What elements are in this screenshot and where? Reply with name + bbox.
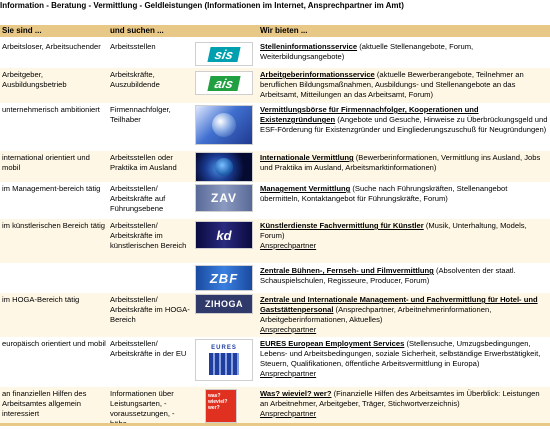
cell-sie-sind: Arbeitgeber, Ausbildungsbetrieb <box>2 70 67 89</box>
page-title: Information - Beratung - Vermittlung - Geldleistungen (Informationen im Internet, Ansprechpartner im Amt) <box>0 1 404 10</box>
sis-logo-text: sis <box>207 47 240 62</box>
row-description: (Finanzielle Hilfen des Arbeitsamtes im Überblick: Leistungen an Arbeitnehmer, Arbeitgeber, Träger, Stichwortverzeichnis) <box>260 389 540 408</box>
zihoga-logo[interactable] <box>195 294 253 314</box>
booklet-logo-text: was? wieviel? wer? <box>208 393 228 411</box>
cell-und-suchen: Arbeitsstellen/ Arbeitskräfte auf Führungsebene <box>110 184 166 213</box>
cell-und-suchen: Informationen über Leistungsarten, -voraussetzungen, - <box>110 389 175 418</box>
table-row <box>0 337 550 387</box>
cell-wir-bieten <box>260 70 548 100</box>
cell-wir-bieten <box>260 184 548 204</box>
cell-wir-bieten <box>260 339 548 379</box>
cell-wir-bieten <box>260 105 548 135</box>
row-description: (Bewerberinformationen, Vermittlung ins Ausland, Jobs und Praktika im Ausland, Arbeitsmarktinformationen) <box>260 153 541 172</box>
row-description: (aktuelle Bewerberangebote, Teilnehmer an beruflichen Bildungsmaßnahmen, Ausbildungs- und Stellenangebote an das Arbeitsamt, Mitteilungen an das Arbeitsamt, Forum) <box>260 70 524 99</box>
cell-sie-sind: im künstlerischen Bereich tätig <box>2 221 105 230</box>
link-internationale-vermittlung[interactable]: Internationale Vermittlung <box>260 153 354 162</box>
link-ansprechpartner[interactable]: Ansprechpartner <box>260 325 317 334</box>
cell-sie-sind: unternehmerisch ambitioniert <box>2 105 100 114</box>
table-row <box>0 40 550 68</box>
link-zihoga[interactable]: Zentrale und Internationale Management- und Fachvermittlung für Hotel- und Gaststättenpersonal <box>260 295 538 314</box>
sis-logo[interactable] <box>195 42 253 66</box>
zav-logo[interactable] <box>195 184 253 212</box>
cell-wir-bieten <box>260 266 548 286</box>
table-row <box>0 182 550 219</box>
cell-wir-bieten <box>260 295 548 335</box>
ais-logo-text: ais <box>207 76 240 91</box>
link-zentrale-buehnen-vermittlung[interactable]: Zentrale Bühnen-, Fernseh- und Filmvermittlung <box>260 266 434 275</box>
link-ansprechpartner[interactable]: Ansprechpartner <box>260 409 317 418</box>
cell-sie-sind: im Management-bereich tätig <box>2 184 101 193</box>
cell-sie-sind: an finanziellen Hilfen des Arbeitsamtes allgemein interessiert <box>2 389 87 418</box>
cell-und-suchen: Arbeitsstellen/ Arbeitskräfte im HOGA-Bereich <box>110 295 190 324</box>
table-row <box>0 293 550 337</box>
cell-wir-bieten <box>260 389 548 419</box>
kd-logo-text: kd <box>216 227 232 243</box>
globe-logo[interactable] <box>195 105 253 145</box>
link-kuenstlerdienste[interactable]: Künstlerdienste Fachvermittlung für Künstler <box>260 221 424 230</box>
cell-und-suchen: Arbeitskräfte, Auszubildende <box>110 70 160 89</box>
link-eures[interactable]: EURES European Employment Services <box>260 339 405 348</box>
cell-wir-bieten <box>260 221 548 251</box>
link-was-wieviel-wer[interactable]: Was? wieviel? wer? <box>260 389 332 398</box>
cell-wir-bieten <box>260 42 548 62</box>
row-description: (Absolventen der staatl. Schauspielschulen, Regisseure, Producer, Forum) <box>260 266 516 285</box>
earth-logo[interactable] <box>195 152 253 182</box>
cell-und-suchen: Arbeitsstellen/ Arbeitskräfte im künstlerischen Bereich <box>110 221 187 250</box>
booklet-logo[interactable] <box>205 389 237 423</box>
table-row <box>0 103 550 151</box>
row-description: (aktuelle Stellenangebote, Forum, Weiterbildungsangebote) <box>260 42 474 61</box>
zbf-logo[interactable] <box>195 265 253 291</box>
cell-wir-bieten <box>260 153 548 173</box>
row-description: (Ansprechpartner, Arbeitnehmerinformationen, Arbeitgeberinformationen, Aktuelles) <box>260 305 492 324</box>
ais-logo[interactable] <box>195 71 253 95</box>
cell-sie-sind: europäisch orientiert und mobil <box>2 339 106 348</box>
earth-icon <box>215 158 233 176</box>
row-description: (Musik, Unterhaltung, Models, Forum) <box>260 221 527 240</box>
header-sie-sind: Sie sind ... <box>2 26 42 35</box>
cell-und-suchen: Arbeitsstellen/ Arbeitskräfte in der EU <box>110 339 187 358</box>
table-row <box>0 68 550 103</box>
cell-sie-sind: Arbeitsloser, Arbeitsuchender <box>2 42 101 51</box>
zav-logo-text: ZAV <box>210 191 238 205</box>
table-row <box>0 219 550 263</box>
table-row <box>0 151 550 182</box>
header-und-suchen: und suchen ... <box>110 26 164 35</box>
table-row <box>0 263 550 293</box>
link-arbeitgeberinformationsservice[interactable]: Arbeitgeberinformationsservice <box>260 70 375 79</box>
cell-sie-sind: international orientiert und mobil <box>2 153 90 172</box>
link-management-vermittlung[interactable]: Management Vermittlung <box>260 184 351 193</box>
link-ansprechpartner[interactable]: Ansprechpartner <box>260 369 317 378</box>
kd-logo[interactable] <box>195 221 253 249</box>
table-header <box>0 25 550 37</box>
row-description: (Suche nach Führungskräften, Stellenangebot übermitteln, Kontaktangebot für Führungskräfte, Forum) <box>260 184 508 203</box>
cell-sie-sind: im HOGA-Bereich tätig <box>2 295 80 304</box>
row-description: (Stellensuche, Umzugsbedingungen, Lebens- und Arbeitsbedingungen, soziale Sicherheit, selbständige Erwerbstätigkeit, Steuern, Qualifikationen, öffentliche Arbeitsvermittlung in Europa) <box>260 339 541 368</box>
eures-logo-text: EURES <box>211 345 237 351</box>
link-stelleninformationsservice[interactable]: Stelleninformationsservice <box>260 42 358 51</box>
cell-und-suchen: Firmennachfolger, Teilhaber <box>110 105 171 124</box>
zbf-logo-text: ZBF <box>209 270 239 286</box>
header-wir-bieten: Wir bieten ... <box>260 26 308 35</box>
table-row <box>0 387 550 423</box>
cell-und-suchen: Arbeitsstellen <box>110 42 156 51</box>
eures-logo[interactable] <box>195 339 253 381</box>
globe-icon <box>212 113 236 137</box>
eures-emblem-icon <box>209 353 239 375</box>
zihoga-logo-text: ZIHOGA <box>205 299 243 309</box>
row-description: (Angebote und Gesuche, Hinweise zu Überbrückungsgeld und ESF-Förderung für Existenzgründer und Eingliederungszuschuß für Neugründungen) <box>260 115 548 134</box>
link-vermittlungsboerse[interactable]: Vermittlungsbörse für Firmennachfolger, Kooperationen und Existenzgründungen <box>260 105 479 124</box>
cell-und-suchen: Arbeitsstellen oder Praktika im Ausland <box>110 153 177 172</box>
link-ansprechpartner[interactable]: Ansprechpartner <box>260 241 317 250</box>
